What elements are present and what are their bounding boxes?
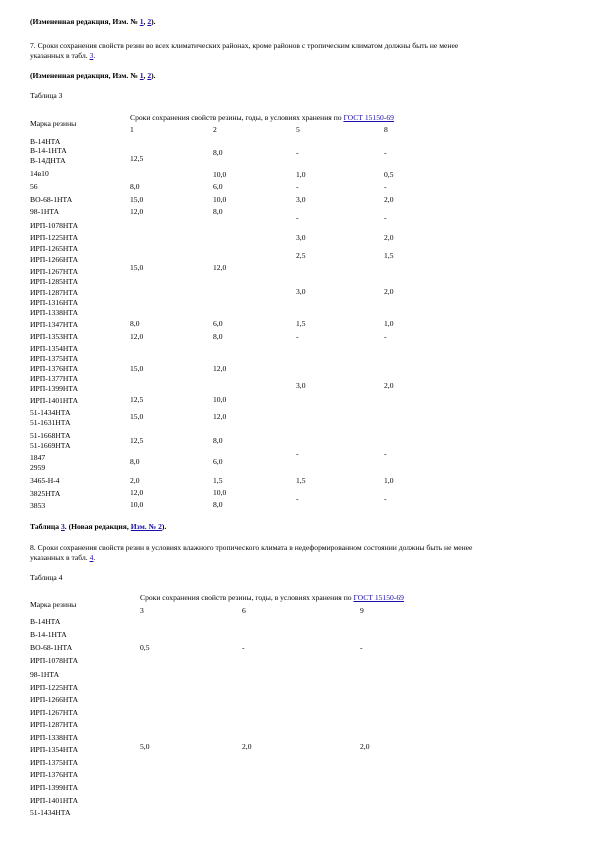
- paragraph-8-line-1: 8. Сроки сохранения свойств резин в условиях влажного тропического климата в недеформированном состоянии должны быть не менее: [30, 543, 473, 552]
- table-4-brand-header: Марка резины: [30, 600, 77, 609]
- table-3-value-cell: 1,0: [384, 476, 394, 485]
- table-3-value-cell: -: [384, 148, 387, 157]
- table-3-value-cell: 2,0: [130, 476, 140, 485]
- table-3-brand-cell: В-14ДНТА: [30, 156, 66, 165]
- table-3-link[interactable]: 3: [61, 522, 65, 531]
- table-4-condition-header: 9: [360, 606, 364, 615]
- table-3-brand-cell: ИРП-1266НТА: [30, 255, 79, 264]
- table-3-brand-cell: 2959: [30, 463, 46, 472]
- table-3-value-cell: 8,0: [130, 457, 140, 466]
- table-3-value-cell: -: [384, 182, 387, 191]
- table-3-value-cell: 10,0: [213, 488, 227, 497]
- table-3-value-cell: 10,0: [213, 395, 227, 404]
- table-3-header: [130, 113, 394, 122]
- table-3-brand-cell: 51-1668НТА: [30, 431, 71, 440]
- paragraph-7-end: .: [93, 51, 96, 60]
- table-3-value-cell: 8,0: [213, 332, 223, 341]
- table-3-brand-cell: ИРП-1354НТА: [30, 344, 79, 353]
- paragraph-8-end: .: [93, 553, 96, 562]
- table-4-brand-cell: ИРП-1375НТА: [30, 758, 79, 767]
- table-3-brand-cell: ИРП-1377НТА: [30, 374, 79, 383]
- table-3-value-cell: 10,0: [130, 500, 144, 509]
- table-4-brand-cell: В-14-1НТА: [30, 630, 67, 639]
- amendment-note-sep: ,: [143, 17, 148, 26]
- table-4-value-cell: -: [360, 643, 363, 652]
- table-3-value-cell: 3,0: [296, 233, 306, 242]
- amendment-link-2[interactable]: 2: [147, 17, 152, 26]
- amendment-link-2[interactable]: Изм. № 2: [130, 522, 162, 531]
- table-3-brand-cell: ИРП-1347НТА: [30, 320, 79, 329]
- gost-link[interactable]: ГОСТ 15150-69: [353, 593, 404, 602]
- table-3-value-cell: 15,0: [130, 195, 144, 204]
- amendment-note-text: (Измененная редакция, Изм. №: [30, 71, 140, 80]
- table-3-value-cell: 15,0: [130, 412, 144, 421]
- table-3-value-cell: 1,0: [384, 319, 394, 328]
- amendment-link-2[interactable]: 2: [147, 71, 152, 80]
- table-3-value-cell: -: [296, 494, 299, 503]
- table-3-brand-cell: ИРП-1401НТА: [30, 396, 79, 405]
- table-3-value-cell: 1,0: [296, 170, 306, 179]
- table-3-value-cell: 3,0: [296, 195, 306, 204]
- table-3-value-cell: -: [296, 182, 299, 191]
- table-4-brand-cell: ВО-68-1НТА: [30, 643, 73, 652]
- table-3-brand-cell: 56: [30, 182, 38, 191]
- table-4-link[interactable]: 4: [89, 553, 94, 562]
- table-3-brand-cell: 51-1631НТА: [30, 418, 71, 427]
- table-4-value-cell: 2,0: [360, 742, 370, 751]
- table-4-header: [140, 593, 404, 602]
- table-3-brand-cell: 14в10: [30, 169, 49, 178]
- table-4-value-cell: 2,0: [242, 742, 252, 751]
- table-3-value-cell: -: [296, 449, 299, 458]
- table-3-value-cell: 2,5: [296, 251, 306, 260]
- table-3-value-cell: 12,0: [213, 412, 227, 421]
- table-3-value-cell: 8,0: [213, 207, 223, 216]
- table-3-brand-cell: ИРП-1267НТА: [30, 267, 79, 276]
- table-3-brand-header: Марка резины: [30, 119, 77, 128]
- paragraph-8-text: указанных в табл.: [30, 553, 90, 562]
- table-4-condition-header: 6: [242, 606, 246, 615]
- table-3-brand-cell: В-14-1НТА: [30, 146, 67, 155]
- table-3-value-cell: 8,0: [213, 436, 223, 445]
- table-3-brand-cell: ВО-68-1НТА: [30, 195, 73, 204]
- table-3-brand-cell: ИРП-1375НТА: [30, 354, 79, 363]
- table-4-brand-cell: ИРП-1287НТА: [30, 720, 79, 729]
- table-3-condition-header: 8: [384, 125, 388, 134]
- table-4-condition-header: 3: [140, 606, 144, 615]
- table-3-value-cell: 10,0: [213, 195, 227, 204]
- table-3-brand-cell: ИРП-1265НТА: [30, 244, 79, 253]
- table-3-value-cell: 2,0: [384, 195, 394, 204]
- amendment-note-end: ).: [151, 17, 156, 26]
- table-3-link[interactable]: 3: [89, 51, 94, 60]
- table-4-value-cell: -: [242, 643, 245, 652]
- table-3-brand-cell: ИРП-1078НТА: [30, 221, 79, 230]
- table-3-value-cell: 12,0: [130, 332, 144, 341]
- table-4-brand-cell: ИРП-1399НТА: [30, 783, 79, 792]
- amendment-note-text: (Измененная редакция, Изм. №: [30, 17, 140, 26]
- paragraph-7-text: указанных в табл.: [30, 51, 90, 60]
- table-3-value-cell: 3,0: [296, 381, 306, 390]
- table-3-value-cell: -: [384, 449, 387, 458]
- table-3-note-text: Таблица: [30, 522, 61, 531]
- table-4-header-text: Сроки сохранения свойств резины, годы, в условиях хранения по: [140, 593, 354, 602]
- table-3-note-end: ).: [161, 522, 167, 531]
- table-3-value-cell: 12,0: [213, 263, 227, 272]
- table-3-value-cell: 6,0: [213, 182, 223, 191]
- table-4-brand-cell: ИРП-1267НТА: [30, 708, 79, 717]
- table-3-value-cell: -: [296, 148, 299, 157]
- table-3-brand-cell: В-14НТА: [30, 137, 61, 146]
- table-3-title: Таблица 3: [30, 91, 63, 100]
- table-3-value-cell: 2,0: [384, 381, 394, 390]
- table-3-value-cell: 12,0: [213, 364, 227, 373]
- table-3-value-cell: 12,5: [130, 154, 144, 163]
- table-3-value-cell: 3,0: [296, 287, 306, 296]
- amendment-note-top: [30, 17, 156, 26]
- table-3-brand-cell: 1847: [30, 453, 46, 462]
- table-3-condition-header: 1: [130, 125, 134, 134]
- table-3-value-cell: 8,0: [213, 500, 223, 509]
- table-4-brand-cell: ИРП-1225НТА: [30, 683, 79, 692]
- amendment-note-sep: ,: [143, 71, 148, 80]
- table-3-note: [30, 522, 166, 531]
- table-3-brand-cell: 98-1НТА: [30, 207, 60, 216]
- table-4-brand-cell: ИРП-1376НТА: [30, 770, 79, 779]
- table-4-title: Таблица 4: [30, 573, 63, 582]
- table-3-value-cell: -: [296, 332, 299, 341]
- table-3-brand-cell: ИРП-1287НТА: [30, 288, 79, 297]
- table-4-value-cell: 5,0: [140, 742, 150, 751]
- table-3-condition-header: 5: [296, 125, 300, 134]
- paragraph-8-line-2: [30, 553, 95, 562]
- amendment-note-end: ).: [151, 71, 156, 80]
- table-3-value-cell: 6,0: [213, 319, 223, 328]
- table-3-value-cell: 12,0: [130, 488, 144, 497]
- amendment-link-1[interactable]: 1: [139, 17, 144, 26]
- table-3-value-cell: 10,0: [213, 170, 227, 179]
- amendment-link-1[interactable]: 1: [139, 71, 144, 80]
- amendment-note-mid: [30, 71, 156, 80]
- table-3-brand-cell: 51-1669НТА: [30, 441, 71, 450]
- table-3-value-cell: -: [384, 213, 387, 222]
- table-3-value-cell: 2,0: [384, 287, 394, 296]
- table-3-brand-cell: 3465-Н-4: [30, 476, 60, 485]
- table-3-brand-cell: ИРП-1285НТА: [30, 277, 79, 286]
- gost-link[interactable]: ГОСТ 15150-69: [343, 113, 394, 122]
- table-3-value-cell: 2,0: [384, 233, 394, 242]
- paragraph-7-line-1: 7. Сроки сохранения свойств резин во всех климатических районах, кроме районов с тропическим климатом должны быть не менее: [30, 41, 459, 50]
- table-3-brand-cell: ИРП-1399НТА: [30, 384, 79, 393]
- paragraph-7-line-2: [30, 51, 95, 60]
- table-3-value-cell: 12,5: [130, 395, 144, 404]
- table-3-header-text: Сроки сохранения свойств резины, годы, в условиях хранения по: [130, 113, 344, 122]
- table-3-brand-cell: 3853: [30, 501, 46, 510]
- table-4-brand-cell: ИРП-1338НТА: [30, 733, 79, 742]
- table-3-value-cell: 15,0: [130, 263, 144, 272]
- table-3-brand-cell: ИРП-1338НТА: [30, 308, 79, 317]
- table-3-value-cell: 12,5: [130, 436, 144, 445]
- table-4-value-cell: 0,5: [140, 643, 150, 652]
- table-3-brand-cell: ИРП-1353НТА: [30, 332, 79, 341]
- table-3-value-cell: 1,5: [213, 476, 223, 485]
- table-3-note-mid: . (Новая редакция,: [64, 522, 131, 531]
- table-3-value-cell: 6,0: [213, 457, 223, 466]
- table-3-value-cell: -: [384, 332, 387, 341]
- table-4-brand-cell: 98-1НТА: [30, 670, 60, 679]
- table-3-brand-cell: ИРП-1316НТА: [30, 298, 79, 307]
- table-4-brand-cell: ИРП-1354НТА: [30, 745, 79, 754]
- table-4-brand-cell: 51-1434НТА: [30, 808, 71, 817]
- table-3-value-cell: -: [296, 213, 299, 222]
- table-3-brand-cell: 51-1434НТА: [30, 408, 71, 417]
- table-3-brand-cell: ИРП-1376НТА: [30, 364, 79, 373]
- table-4-brand-cell: ИРП-1401НТА: [30, 796, 79, 805]
- table-3-value-cell: 8,0: [213, 148, 223, 157]
- table-3-value-cell: 15,0: [130, 364, 144, 373]
- table-3-value-cell: 1,5: [384, 251, 394, 260]
- table-3-value-cell: 8,0: [130, 319, 140, 328]
- table-3-brand-cell: ИРП-1225НТА: [30, 233, 79, 242]
- table-3-value-cell: 1,5: [296, 319, 306, 328]
- table-3-brand-cell: 3825НТА: [30, 489, 61, 498]
- table-3-value-cell: -: [384, 494, 387, 503]
- table-3-value-cell: 12,0: [130, 207, 144, 216]
- table-3-value-cell: 8,0: [130, 182, 140, 191]
- table-3-condition-header: 2: [213, 125, 217, 134]
- table-4-brand-cell: ИРП-1266НТА: [30, 695, 79, 704]
- table-4-brand-cell: В-14НТА: [30, 617, 61, 626]
- table-4-brand-cell: ИРП-1078НТА: [30, 656, 79, 665]
- table-3-value-cell: 1,5: [296, 476, 306, 485]
- table-3-value-cell: 0,5: [384, 170, 394, 179]
